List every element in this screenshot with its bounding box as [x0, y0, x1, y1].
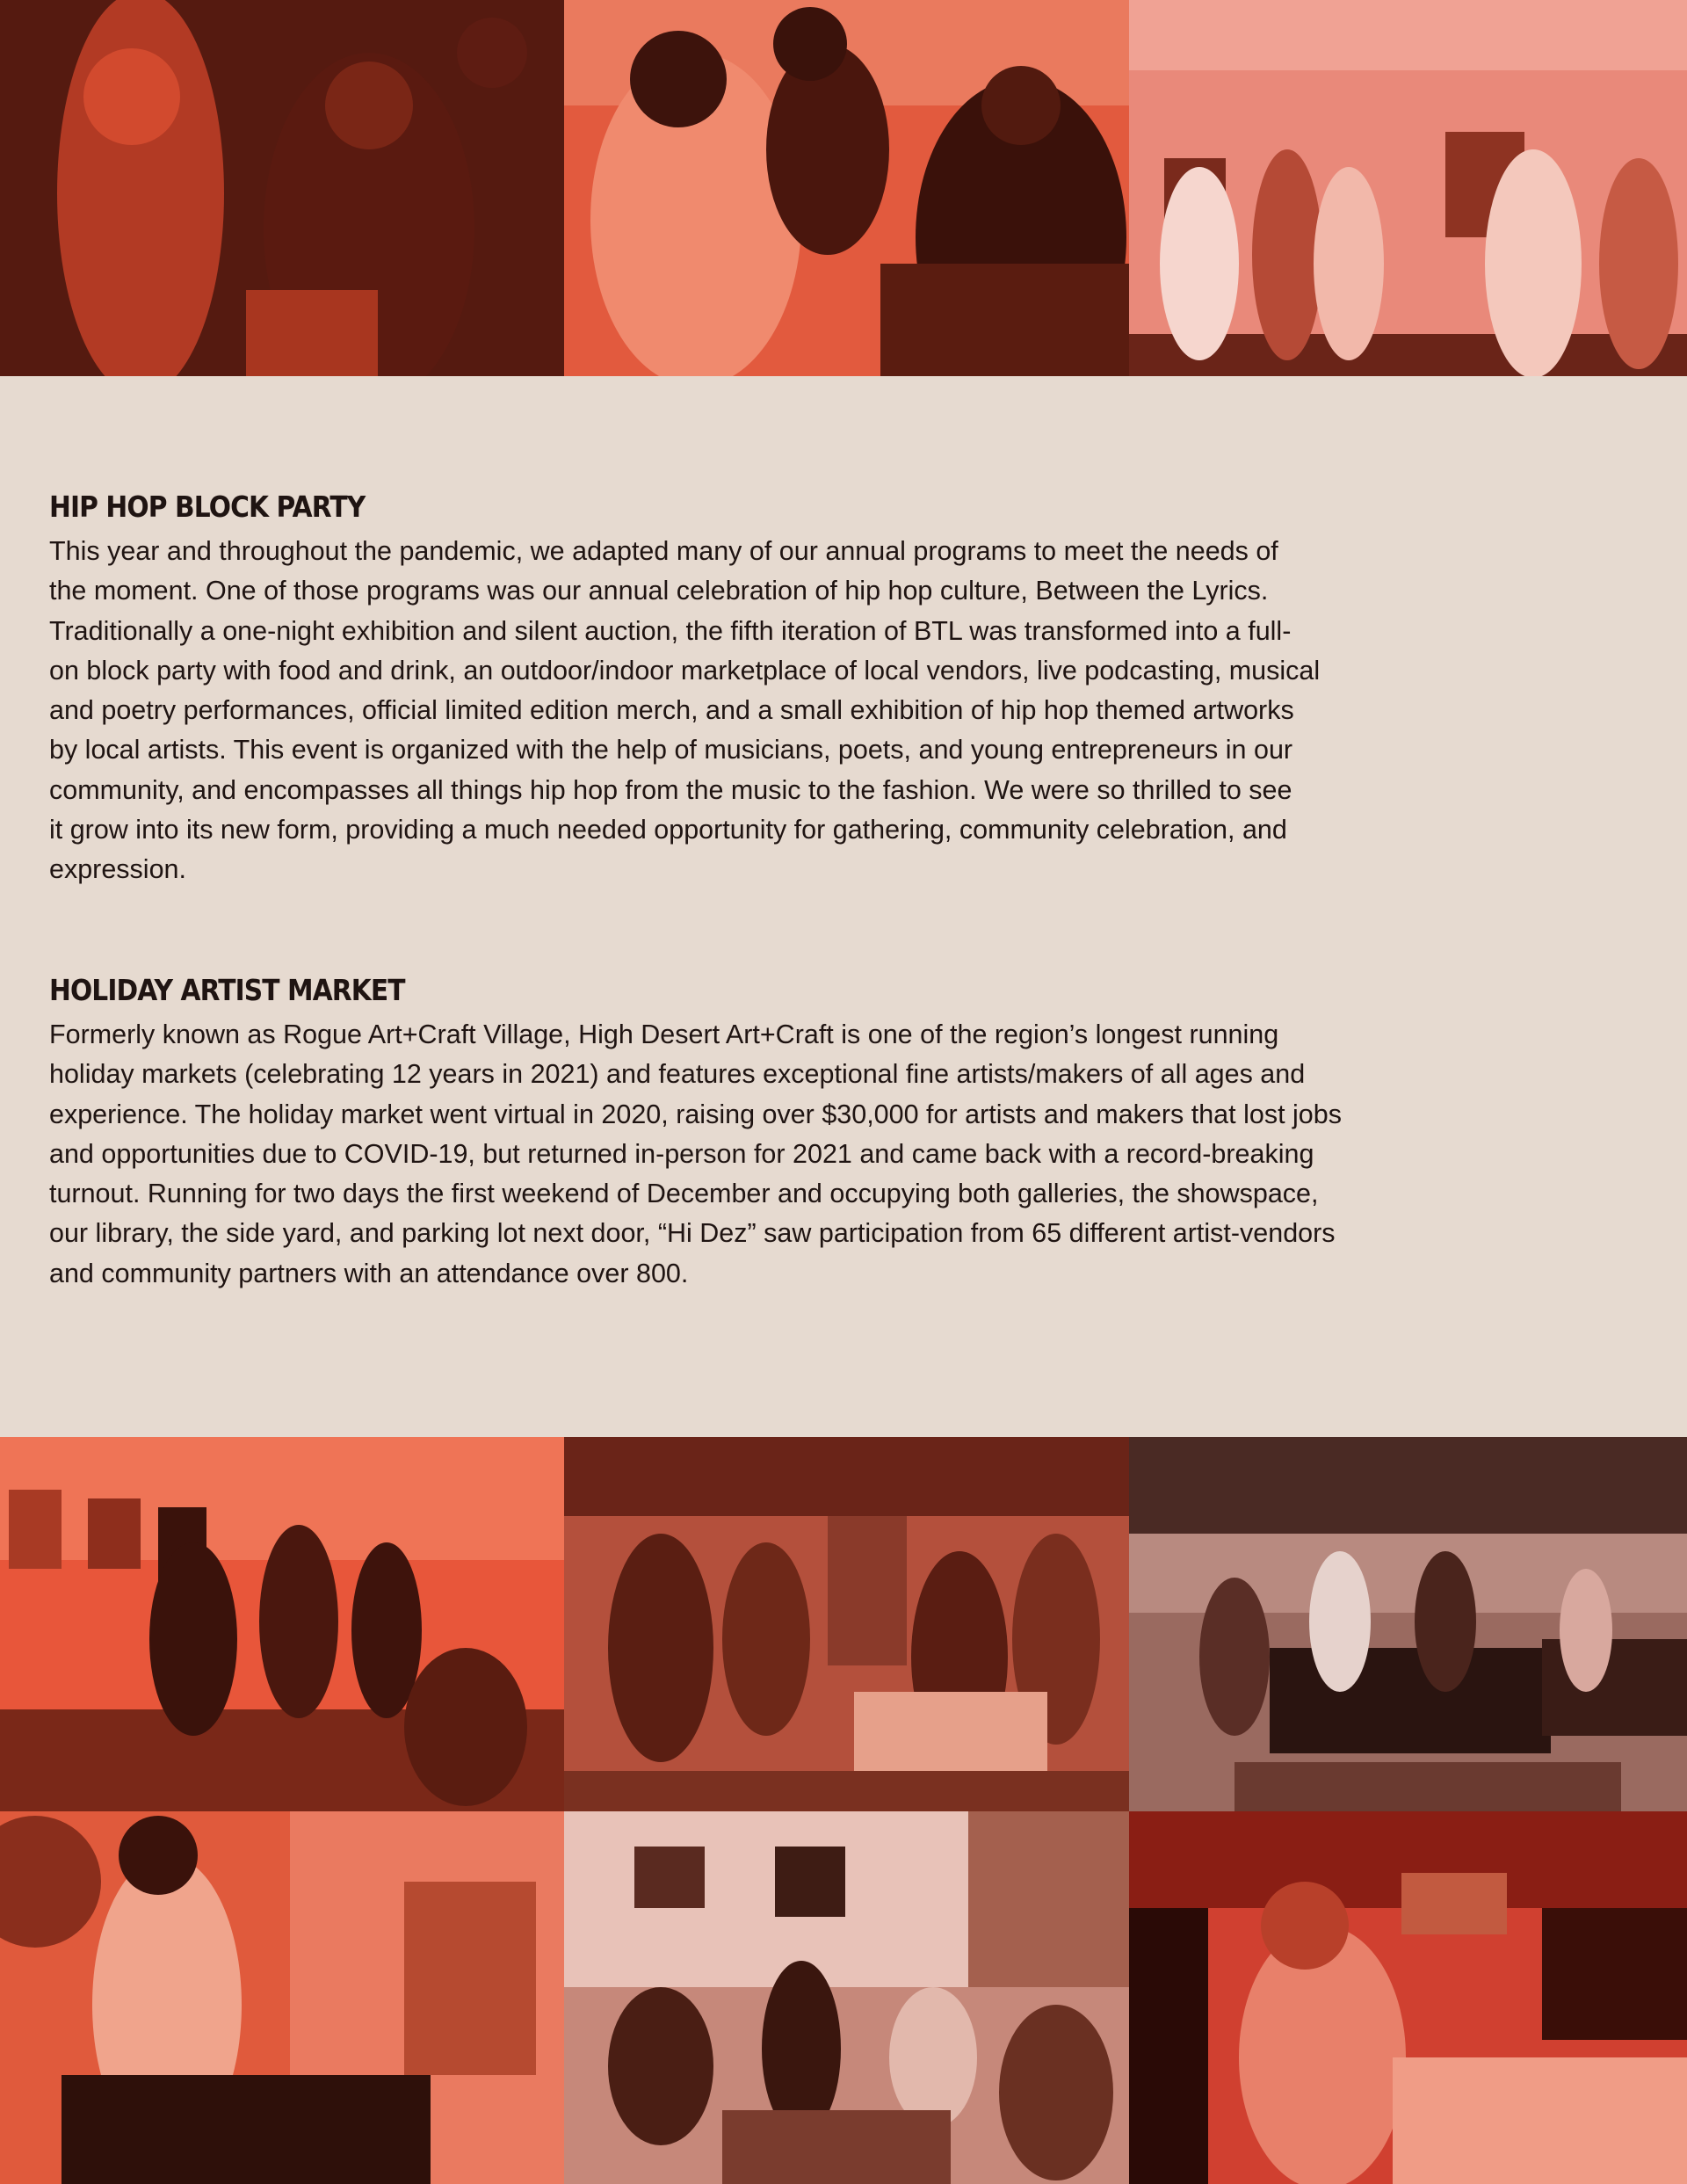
body-line: it grow into its new form, providing a much needed opportunity for gathering, community celebration, and [49, 815, 1287, 845]
body-line: the moment. One of those programs was our annual celebration of hip hop culture, Between the Lyrics. [49, 576, 1269, 606]
top-photo-row [0, 0, 1687, 376]
bottom-photo-row-1 [0, 1437, 1687, 1811]
section-holiday-artist-market [49, 971, 1560, 1294]
body-line: and community partners with an attendance over 800. [49, 1258, 689, 1288]
photo-showspace-market [1129, 1437, 1687, 1811]
section-hip-hop-block-party [49, 488, 1560, 890]
body-line: experience. The holiday market went virtual in 2020, raising over $30,000 for artists and makers that lost jobs [49, 1099, 1342, 1129]
body-line: community, and encompasses all things hip hop from the music to the fashion. We were so thrilled to see [49, 774, 1292, 805]
body-line: on block party with food and drink, an outdoor/indoor marketplace of local vendors, live podcasting, musical [49, 655, 1321, 686]
section-body [49, 1015, 1560, 1294]
photo-market-vendors [0, 1437, 564, 1811]
body-line: holiday markets (celebrating 12 years in 2021) and features exceptional fine artists/makers of all ages and [49, 1059, 1306, 1090]
photo-singer-performing [0, 0, 564, 376]
body-line: Formerly known as Rogue Art+Craft Village, High Desert Art+Craft is one of the region’s longest running [49, 1019, 1279, 1049]
body-line: our library, the side yard, and parking lot next door, “Hi Dez” saw participation from 65 different artist-vendors [49, 1218, 1336, 1249]
body-line: This year and throughout the pandemic, we adapted many of our annual programs to meet the needs of [49, 536, 1278, 566]
photo-radio-studio [1129, 1811, 1687, 2184]
body-line: expression. [49, 854, 186, 885]
body-line: Traditionally a one-night exhibition and silent auction, the fifth iteration of BTL was transformed into a full- [49, 615, 1292, 646]
section-body [49, 532, 1560, 890]
body-line: and poetry performances, official limited edition merch, and a small exhibition of hip hop themed artworks [49, 695, 1294, 726]
photo-live-podcast [564, 0, 1129, 376]
body-line: turnout. Running for two days the first weekend of December and occupying both galleries, the showspace, [49, 1179, 1319, 1209]
section-heading: HOLIDAY ARTIST MARKET [49, 973, 405, 1007]
body-line: by local artists. This event is organized with the help of musicians, poets, and young entrepreneurs in our [49, 735, 1293, 765]
section-heading: HIP HOP BLOCK PARTY [49, 490, 366, 524]
photo-gallery-visitors [1129, 0, 1687, 376]
photo-radio-vendor-tent [0, 1811, 564, 2184]
photo-library-gathering [564, 1811, 1129, 2184]
body-line: and opportunities due to COVID-19, but returned in-person for 2021 and came back with a record-breaking [49, 1138, 1314, 1169]
photo-market-crowd [564, 1437, 1129, 1811]
bottom-photo-row-2 [0, 1811, 1687, 2184]
